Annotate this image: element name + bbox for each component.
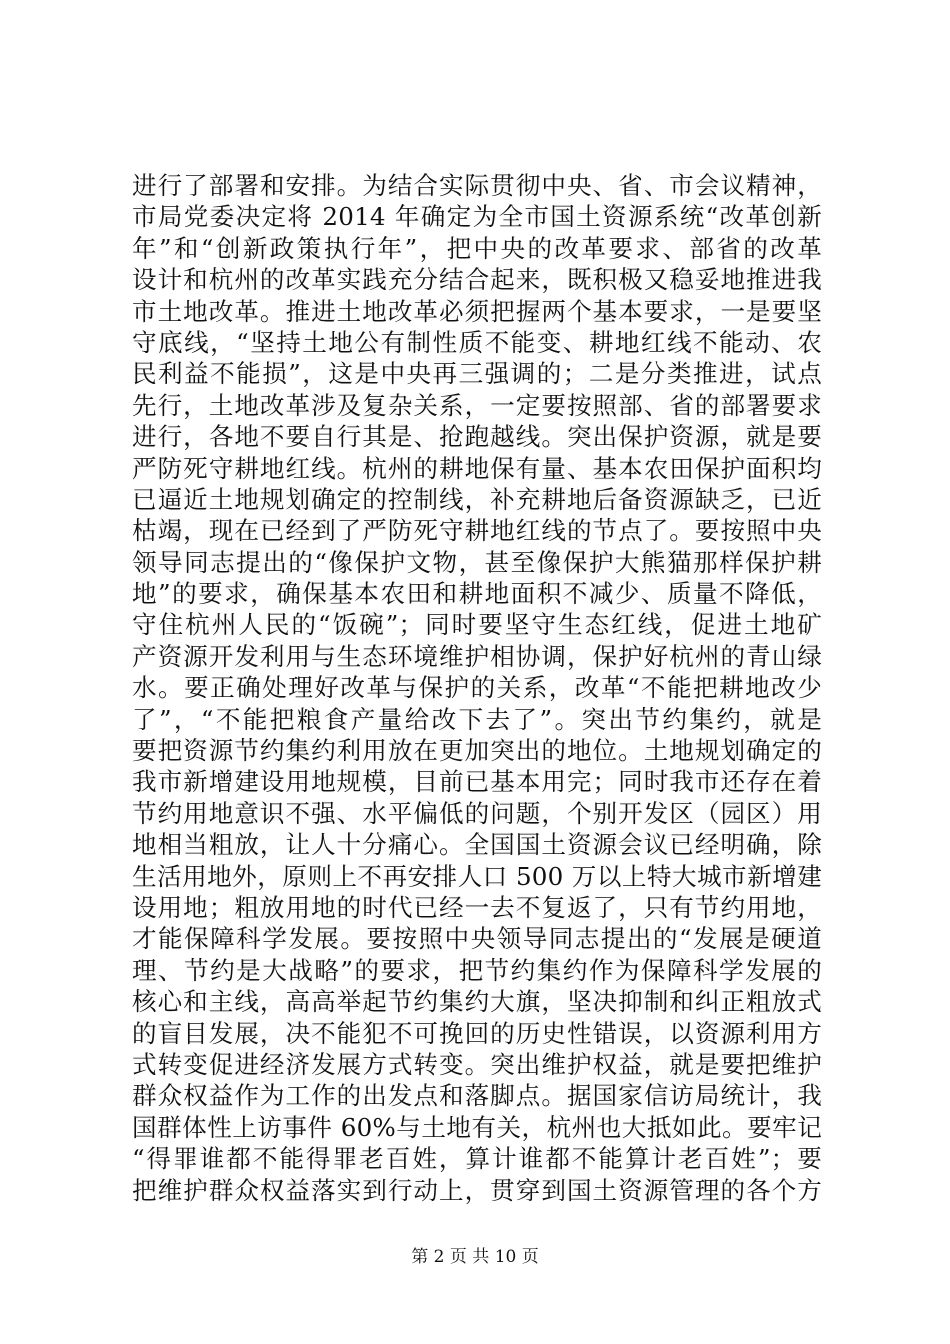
text-line: 把维护群众权益落实到行动上，贯穿到国土资源管理的各个方: [132, 1175, 822, 1205]
text-line: 守底线，“坚持土地公有制性质不能变、耕地红线不能动、农: [132, 327, 822, 357]
text-line: 先行，土地改革涉及复杂关系，一定要按照部、省的部署要求: [132, 390, 822, 420]
body-paragraph: [132, 170, 822, 1206]
text-line: 守住杭州人民的“饭碗”；同时要坚守生态红线，促进土地矿: [132, 610, 822, 640]
text-line: 生活用地外，原则上不再安排人口 500 万以上特大城市新增建: [132, 861, 822, 891]
text-line: 市土地改革。推进土地改革必须把握两个基本要求，一是要坚: [132, 296, 822, 326]
text-line: 群众权益作为工作的出发点和落脚点。据国家信访局统计，我: [132, 1081, 822, 1111]
text-line: 水。要正确处理好改革与保护的关系，改革“不能把耕地改少: [132, 673, 822, 703]
text-line: 进行了部署和安排。为结合实际贯彻中央、省、市会议精神，: [132, 171, 822, 200]
text-line: 已逼近土地规划确定的控制线，补充耕地后备资源缺乏，已近: [132, 484, 822, 514]
text-line: 枯竭，现在已经到了严防死守耕地红线的节点了。要按照中央: [132, 516, 822, 546]
text-line: 地相当粗放，让人十分痛心。全国国土资源会议已经明确，除: [132, 830, 822, 860]
text-line: 地”的要求，确保基本农田和耕地面积不减少、质量不降低，: [132, 579, 822, 609]
text-line: 领导同志提出的“像保护文物，甚至像保护大熊猫那样保护耕: [132, 547, 822, 577]
text-line: 了”，“不能把粮食产量给改下去了”。突出节约集约，就是: [132, 704, 822, 734]
text-line: 节约用地意识不强、水平偏低的问题，个别开发区（园区）用: [132, 798, 822, 828]
text-line: 民利益不能损”，这是中央再三强调的；二是分类推进，试点: [132, 359, 822, 389]
text-line: 年”和“创新政策执行年”，把中央的改革要求、部省的改革: [132, 233, 822, 263]
text-line: 国群体性上访事件 60%与土地有关，杭州也大抵如此。要牢记: [132, 1112, 822, 1142]
text-line: 要把资源节约集约利用放在更加突出的地位。土地规划确定的: [132, 736, 822, 766]
text-line: 进行，各地不要自行其是、抢跑越线。突出保护资源，就是要: [132, 422, 822, 452]
text-line: 严防死守耕地红线。杭州的耕地保有量、基本农田保护面积均: [132, 453, 822, 483]
text-line: 式转变促进经济发展方式转变。突出维护权益，就是要把维护: [132, 1049, 822, 1079]
text-line: “得罪谁都不能得罪老百姓，算计谁都不能算计老百姓”；要: [132, 1144, 822, 1174]
text-line: 我市新增建设用地规模，目前已基本用完；同时我市还存在着: [132, 767, 822, 797]
text-line: 理、节约是大战略”的要求，把节约集约作为保障科学发展的: [132, 955, 822, 985]
page-footer: 第 2 页 共 10 页: [411, 1247, 539, 1267]
text-line: 设用地；粗放用地的时代已经一去不复返了，只有节约用地，: [132, 892, 822, 922]
text-line: 设计和杭州的改革实践充分结合起来，既积极又稳妥地推进我: [132, 265, 822, 295]
text-line: 市局党委决定将 2014 年确定为全市国土资源系统“改革创新: [132, 202, 822, 232]
text-line: 产资源开发利用与生态环境维护相协调，保护好杭州的青山绿: [132, 641, 822, 671]
text-line: 才能保障科学发展。要按照中央领导同志提出的“发展是硬道: [132, 924, 822, 954]
text-line: 核心和主线，高高举起节约集约大旗，坚决抑制和纠正粗放式: [132, 987, 822, 1017]
text-line: 的盲目发展，决不能犯不可挽回的历史性错误，以资源利用方: [132, 1018, 822, 1048]
